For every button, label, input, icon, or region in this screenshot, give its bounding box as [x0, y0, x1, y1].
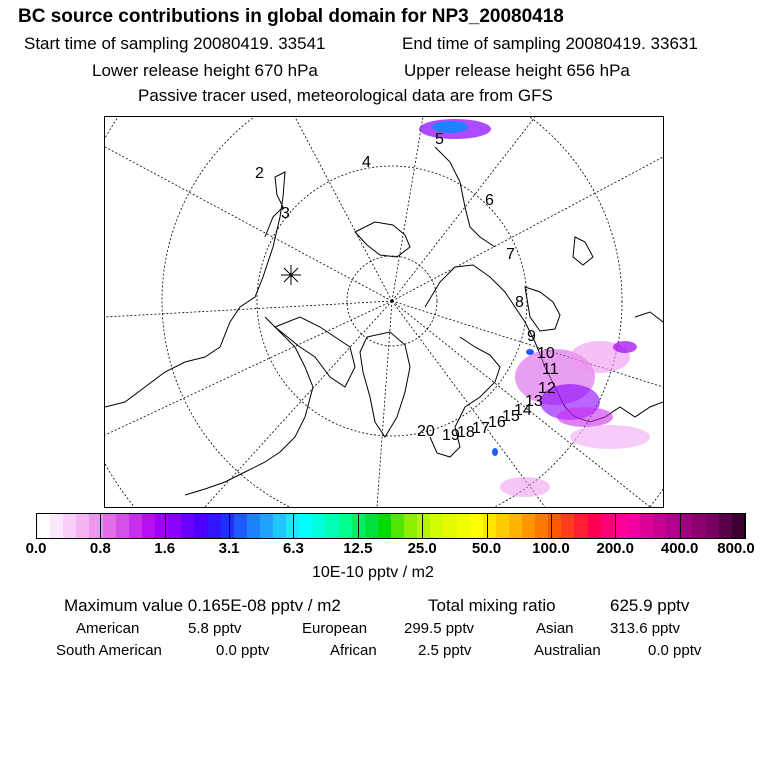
colorbar-swatch [312, 514, 325, 538]
colorbar-swatch [470, 514, 483, 538]
colorbar-swatch [76, 514, 89, 538]
meridian [105, 147, 392, 301]
colorbar-swatch [666, 514, 679, 538]
colorbar-swatch [640, 514, 653, 538]
colorbar-tick-label: 100.0 [532, 540, 570, 557]
trajectory-label: 20 [417, 423, 435, 440]
colorbar-separator [165, 513, 166, 539]
colorbar-swatch [339, 514, 352, 538]
colorbar-separator [36, 513, 37, 539]
colorbar-swatch [627, 514, 640, 538]
colorbar-swatch [574, 514, 587, 538]
trajectory-label: 2 [255, 165, 264, 182]
trajectory-label: 18 [457, 424, 475, 441]
colorbar-separator [229, 513, 230, 539]
region-name-australian: Australian [534, 642, 601, 659]
upper-release-label: Upper release height 656 hPa [404, 61, 630, 80]
colorbar-swatch [496, 514, 509, 538]
colorbar-tick-label: 400.0 [660, 540, 699, 557]
colorbar-separator [293, 513, 294, 539]
total-mixing-value: 625.9 pptv [610, 596, 690, 615]
colorbar [36, 513, 746, 539]
trajectory-label: 4 [362, 154, 371, 171]
total-mixing-label: Total mixing ratio [428, 596, 556, 615]
map-canvas [105, 117, 663, 507]
colorbar-tick-label: 25.0 [407, 540, 437, 557]
trajectory-label: 14 [514, 402, 532, 419]
concentration-patch [526, 349, 534, 355]
colorbar-tick-label: 6.3 [283, 540, 304, 557]
trajectory-label: 12 [538, 380, 556, 397]
end-time-label: End time of sampling 20080419. 33631 [402, 34, 698, 53]
concentration-patch [557, 407, 613, 427]
colorbar-swatch [561, 514, 574, 538]
colorbar-swatch [535, 514, 548, 538]
concentration-patch [500, 477, 550, 497]
colorbar-tick-label: 1.6 [154, 540, 176, 557]
concentration-patch [570, 425, 650, 449]
colorbar-swatch [719, 514, 732, 538]
trajectory-label: 15 [502, 408, 520, 425]
start-time-label: Start time of sampling 20080419. 33541 [24, 34, 326, 53]
graticule [105, 117, 663, 507]
colorbar-swatch [457, 514, 470, 538]
meridian [105, 301, 392, 435]
region-name-south-american: South American [56, 642, 162, 659]
siberian-islands [355, 222, 410, 257]
latitude-circle [105, 117, 663, 507]
novaya-zemlya [525, 287, 560, 331]
max-value-label: Maximum value 0.165E-08 pptv / m2 [64, 596, 341, 615]
arctic-archipelago [275, 317, 355, 387]
polar-map [104, 116, 664, 508]
colorbar-swatch [601, 514, 614, 538]
trajectory-label: 10 [537, 345, 555, 362]
region-value-asian: 313.6 pptv [610, 620, 681, 637]
colorbar-swatch [522, 514, 535, 538]
colorbar-separator [551, 513, 552, 539]
colorbar-swatch [325, 514, 338, 538]
colorbar-swatch [430, 514, 443, 538]
plot-title: BC source contributions in global domain for NP3_20080418 [18, 6, 564, 27]
trajectory-label: 5 [435, 131, 444, 148]
trajectory-label: 6 [485, 192, 494, 209]
concentration-patch [613, 341, 637, 353]
trajectory-label: 17 [472, 420, 490, 437]
colorbar-swatch [194, 514, 207, 538]
colorbar-swatch [299, 514, 312, 538]
colorbar-swatch [509, 514, 522, 538]
region-value-south-american: 0.0 pptv [216, 642, 270, 659]
colorbar-swatch [404, 514, 417, 538]
region-name-asian: Asian [536, 620, 574, 637]
colorbar-swatch [155, 514, 168, 538]
colorbar-tick-label: 12.5 [343, 540, 373, 557]
region-name-american: American [76, 620, 140, 637]
colorbar-tick-label: 800.0 [717, 540, 755, 557]
colorbar-swatch [679, 514, 692, 538]
trajectory-label: 9 [527, 328, 536, 345]
meridian [392, 117, 535, 301]
colorbar-swatch [234, 514, 247, 538]
colorbar-swatch [732, 514, 745, 538]
colorbar-separator [680, 513, 681, 539]
trajectory-label: 8 [515, 294, 524, 311]
meridian [392, 117, 423, 301]
colorbar-swatch [129, 514, 142, 538]
colorbar-swatch [50, 514, 63, 538]
colorbar-tick-label: 0.8 [89, 540, 111, 557]
colorbar-swatch [483, 514, 496, 538]
tracer-note: Passive tracer used, meteorological data are from GFS [138, 86, 553, 105]
region-value-european: 299.5 pptv [404, 620, 475, 637]
latitude-circle [162, 117, 622, 507]
trajectory-label: 3 [281, 205, 290, 222]
colorbar-separator [422, 513, 423, 539]
coast-fragment [635, 312, 663, 322]
colorbar-separator [744, 513, 745, 539]
colorbar-swatch [37, 514, 50, 538]
colorbar-tick-label: 0.0 [25, 540, 47, 557]
trajectory-label: 13 [525, 393, 543, 410]
colorbar-swatch [221, 514, 234, 538]
meridian [205, 301, 392, 507]
trajectory-label: 16 [488, 414, 506, 431]
colorbar-separator [487, 513, 488, 539]
colorbar-swatch [63, 514, 76, 538]
colorbar-tick-label: 200.0 [596, 540, 635, 557]
colorbar-swatch [247, 514, 260, 538]
colorbar-swatch [273, 514, 286, 538]
colorbar-swatch [706, 514, 719, 538]
colorbar-units: 10E-10 pptv / m2 [312, 564, 434, 581]
island [573, 237, 593, 265]
north-america-coast [105, 172, 285, 407]
colorbar-swatch [116, 514, 129, 538]
colorbar-swatch [260, 514, 273, 538]
colorbar-swatch [181, 514, 194, 538]
colorbar-tick-label: 50.0 [471, 540, 502, 557]
colorbar-separator [100, 513, 101, 539]
greenland-coast [360, 332, 410, 437]
trajectory-label: 7 [506, 246, 515, 263]
colorbar-swatch [103, 514, 116, 538]
region-value-american: 5.8 pptv [188, 620, 242, 637]
trajectory-label: 19 [442, 427, 460, 444]
colorbar-separator [358, 513, 359, 539]
colorbar-swatch [142, 514, 155, 538]
hudson-bay-coast [185, 317, 313, 495]
colorbar-swatch [443, 514, 456, 538]
colorbar-swatch [365, 514, 378, 538]
trajectory-label: 11 [542, 361, 559, 378]
colorbar-swatch [378, 514, 391, 538]
colorbar-swatch [168, 514, 181, 538]
colorbar-swatch [588, 514, 601, 538]
asterisk-icon [281, 265, 301, 285]
colorbar-swatch [653, 514, 666, 538]
region-value-african: 2.5 pptv [418, 642, 472, 659]
trajectory-labels [255, 131, 559, 444]
colorbar-tick-label: 3.1 [218, 540, 240, 557]
meridian [105, 301, 392, 317]
region-name-african: African [330, 642, 377, 659]
region-value-australian: 0.0 pptv [648, 642, 702, 659]
colorbar-swatch [417, 514, 430, 538]
meridian [295, 117, 392, 301]
meridian [392, 157, 663, 301]
colorbar-separator [615, 513, 616, 539]
colorbar-swatch [391, 514, 404, 538]
colorbar-swatch [207, 514, 220, 538]
region-name-european: European [302, 620, 368, 637]
concentration-patch [492, 448, 498, 456]
colorbar-swatch [692, 514, 705, 538]
lower-release-label: Lower release height 670 hPa [92, 61, 318, 80]
